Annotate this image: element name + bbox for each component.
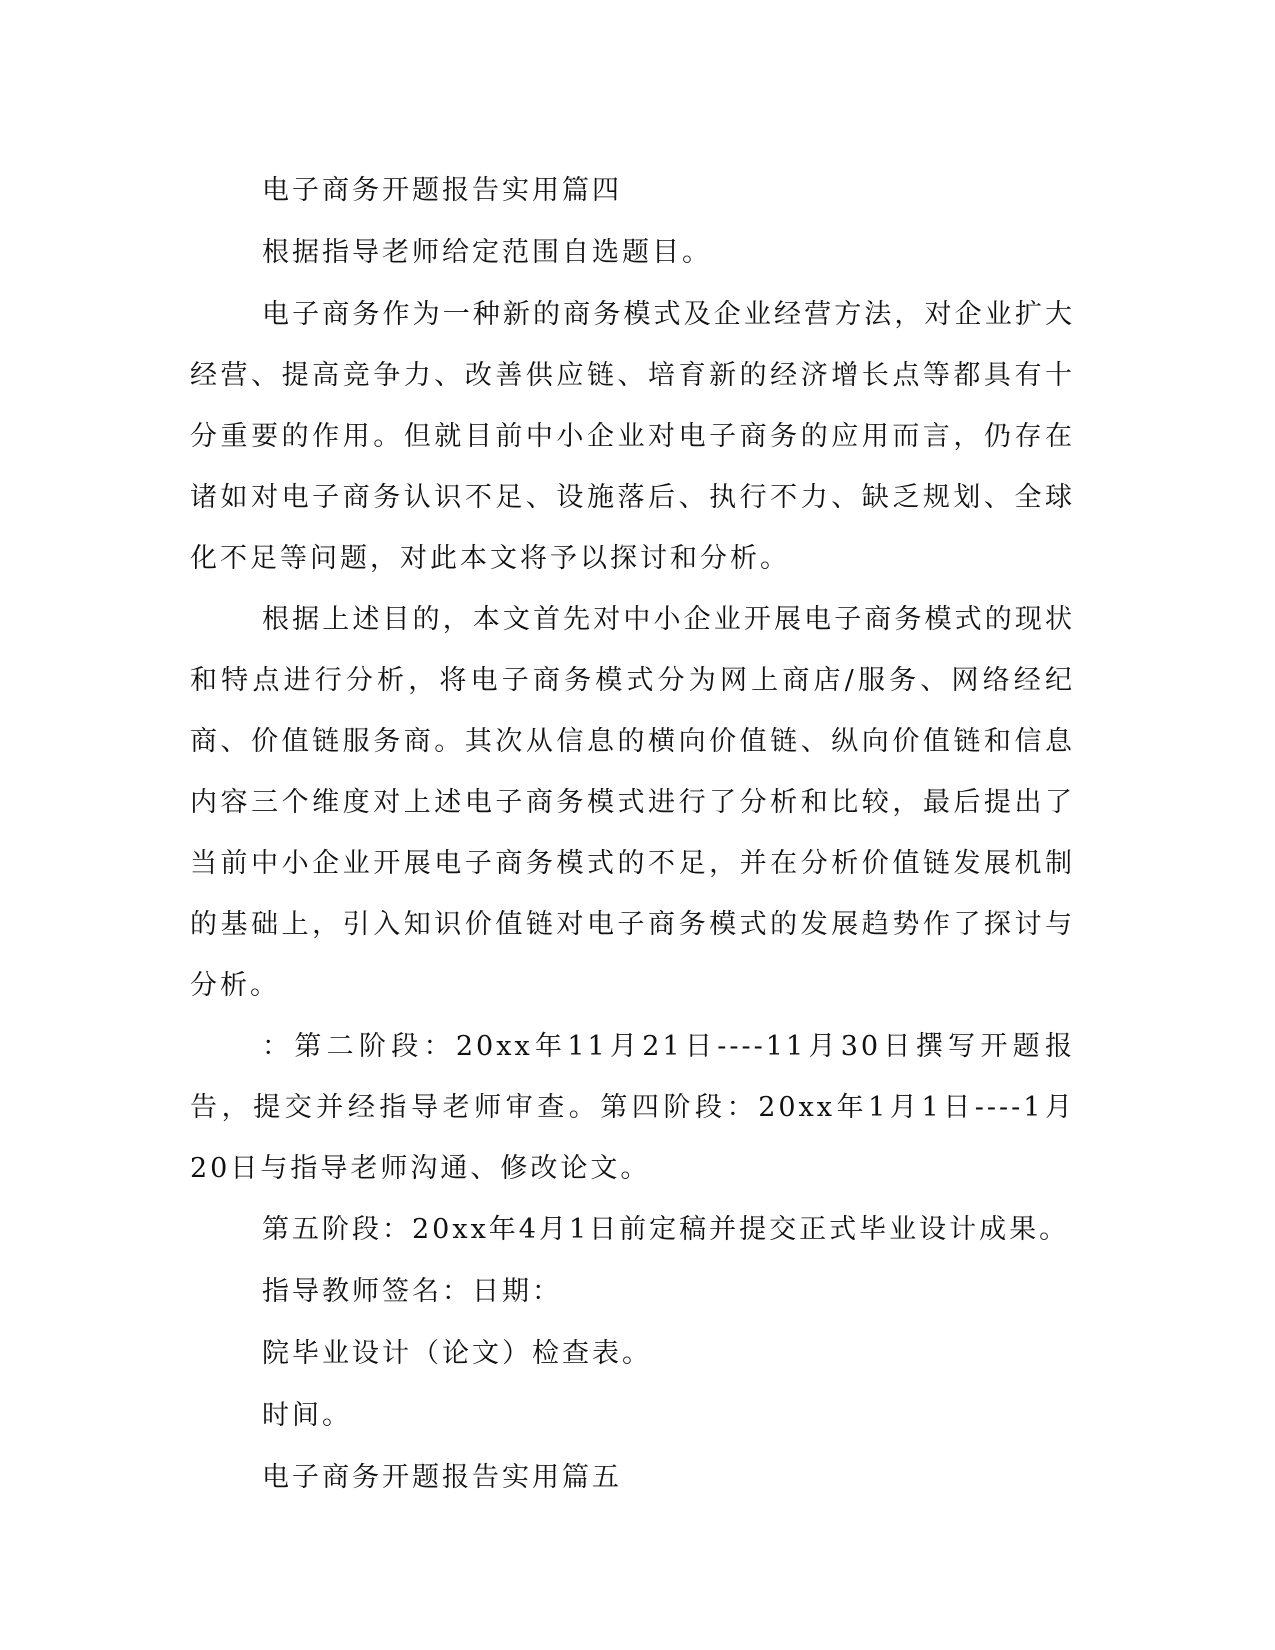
paragraph-background: 电子商务作为一种新的商务模式及企业经营方法，对企业扩大经营、提高竞争力、改善供应链、培育新的经济增长点等都具有十分重要的作用。但就目前中小企业对电子商务的应用而言，仍存在诸如对电子商务认识不足、设施落后、执行不力、缺乏规划、全球化不足等问题，对此本文将予以探讨和分析。	[190, 299, 1075, 574]
paragraph-topic-selection: 根据指导老师给定范围自选题目。	[262, 237, 712, 268]
document-body	[190, 160, 1075, 1509]
paragraph-signature: 指导教师签名：日期：	[262, 1276, 562, 1307]
section-heading-5: 电子商务开题报告实用篇五	[262, 1462, 622, 1493]
paragraph-research-content: 根据上述目的，本文首先对中小企业开展电子商务模式的现状和特点进行分析，将电子商务模式分为网上商店/服务、网络经纪商、价值链服务商。其次从信息的横向价值链、纵向价值链和信息内容三个维度对上述电子商务模式进行了分析和比较，最后提出了当前中小企业开展电子商务模式的不足，并在分析价值链发展机制的基础上，引入知识价值链对电子商务模式的发展趋势作了探讨与分析。	[190, 604, 1075, 1001]
paragraph-checklist: 院毕业设计（论文）检查表。	[262, 1338, 652, 1369]
paragraph-schedule: ：第二阶段：20xx年11月21日----11月30日撰写开题报告，提交并经指导老师审查。第四阶段：20xx年1月1日----1月20日与指导老师沟通、修改论文。	[190, 1031, 1075, 1184]
section-heading-4: 电子商务开题报告实用篇四	[262, 175, 622, 206]
paragraph-time: 时间。	[262, 1400, 352, 1431]
paragraph-stage-five: 第五阶段：20xx年4月1日前定稿并提交正式毕业设计成果。	[262, 1214, 1070, 1245]
